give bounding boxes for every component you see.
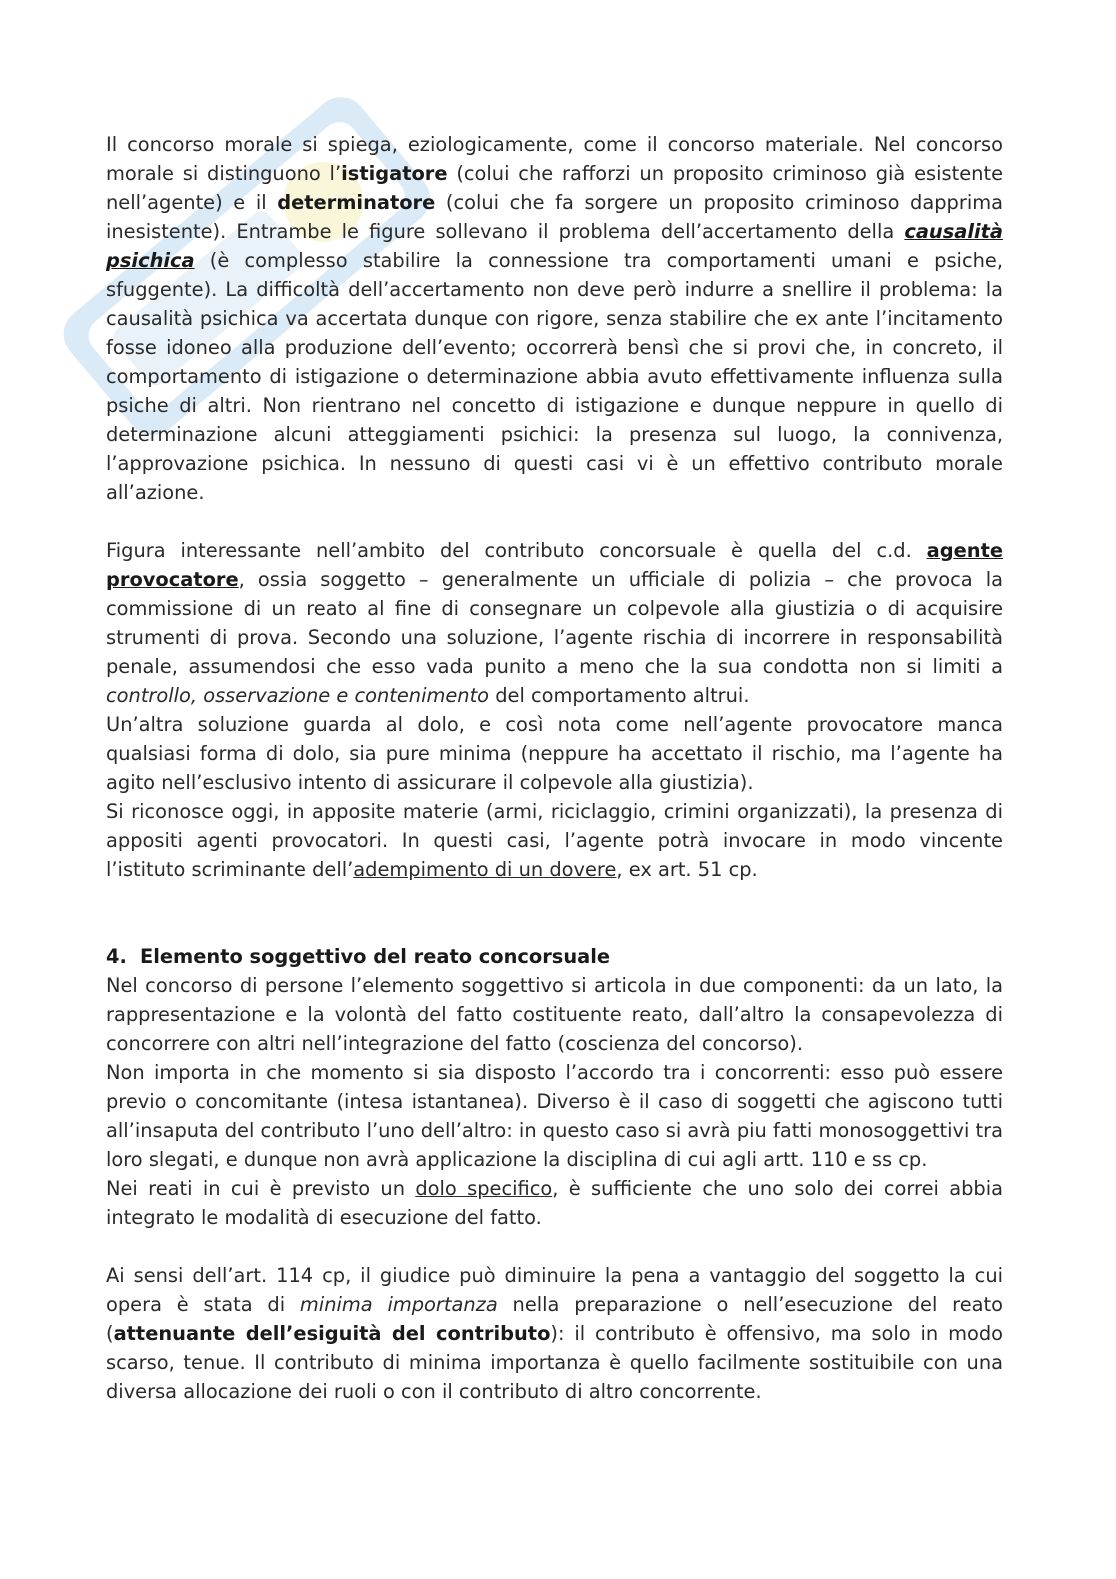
italic-controllo: controllo, osservazione e contenimento	[106, 684, 490, 707]
paragraph-elemento-soggettivo: Nel concorso di persone l’elemento soggettivo si articola in due componenti: da un lato, la rappresentazione e la volontà del fatto costituente reato, dall’altro la consapevolezza di concorrere con altri nell’integrazione del fatto (coscienza del concorso).	[106, 974, 1003, 1055]
italic-minima-importanza: minima importanza	[299, 1293, 498, 1316]
paragraph-agente-provocatore: Figura interessante nell’ambito del contributo concorsuale è quella del c.d. agente provocatore, ossia soggetto – generalmente un ufficiale di polizia – che provoca la commissione di un reato al fine di consegnare un colpevole alla giustizia o di acquisire strumenti di prova. Secondo una soluzione, l’agente rischia di incorrere in responsabilità penale, assumendosi che esso vada punito a meno che la sua condotta non si limiti a controllo, osservazione e contenimento del comportamento altrui.	[106, 539, 1003, 707]
term-adempimento-dovere: adempimento di un dovere	[353, 858, 617, 881]
paragraph-art-114: Ai sensi dell’art. 114 cp, il giudice può diminuire la pena a vantaggio del soggetto la cui opera è stata di minima importanza nella preparazione o nell’esecuzione del reato (attenuante dell’esiguità del contributo): il contributo è offensivo, ma solo in modo scarso, tenue. Il contributo di minima importanza è quello facilmente sostituibile con una diversa allocazione dei ruoli o con il contributo di altro concorrente.	[106, 1264, 1003, 1403]
term-determinatore: determinatore	[277, 191, 436, 214]
paragraph-dolo-specifico: Nei reati in cui è previsto un dolo specifico, è sufficiente che uno solo dei correi abbia integrato le modalità di esecuzione del fatto.	[106, 1177, 1004, 1229]
section-number: 4.	[106, 945, 127, 968]
section-title: Elemento soggettivo del reato concorsuale	[140, 945, 611, 968]
term-istigatore: istigatore	[341, 162, 448, 185]
section-heading	[106, 942, 1003, 971]
paragraph-agenti-provocatori: Si riconosce oggi, in apposite materie (armi, riciclaggio, crimini organizzati), la presenza di appositi agenti provocatori. In questi casi, l’agente potrà invocare in modo vincente l’istituto scriminante dell’adempimento di un dovere, ex art. 51 cp.	[106, 800, 1003, 881]
document-page	[106, 130, 1003, 1406]
paragraph-accordo: Non importa in che momento si sia disposto l’accordo tra i concorrenti: esso può essere previo o concomitante (intesa istantanea). Diverso è il caso di soggetti che agiscono tutti all’insaputa del contributo l’uno dell’altro: in questo caso si avrà piu fatti monosoggettivi tra loro slegati, e dunque non avrà applicazione la disciplina di cui agli artt. 110 e ss cp.	[106, 1061, 1003, 1171]
term-attenuante: attenuante dell’esiguità del contributo	[113, 1322, 551, 1345]
term-agente-provocatore: agente provocatore	[106, 539, 1003, 591]
paragraph-concorso-morale: Il concorso morale si spiega, eziologicamente, come il concorso materiale. Nel concorso morale si distinguono l’istigatore (colui che rafforzi un proposito criminoso già esistente nell’agente) e il determinatore (colui che fa sorgere un proposito criminoso dapprima inesistente). Entrambe le figure sollevano il problema dell’accertamento della causalità psichica (è complesso stabilire la connessione tra comportamenti umani e psiche, sfuggente). La difficoltà dell’accertamento non deve però indurre a snellire il problema: la causalità psichica va accertata dunque con rigore, senza stabilire che ex ante l’incitamento fosse idoneo alla produzione dell’evento; occorrerà bensì che si provi che, in concreto, il comportamento di istigazione o determinazione abbia avuto effettivamente influenza sulla psiche di altri. Non rientrano nel concetto di istigazione e dunque neppure in quello di determinazione alcuni atteggiamenti psichici: la presenza sul luogo, la connivenza, l’approvazione psichica. In nessuno di questi casi vi è un effettivo contributo morale all’azione.	[106, 133, 1003, 504]
term-causalita-psichica: causalità psichica	[106, 220, 1003, 272]
paragraph-altra-soluzione: Un’altra soluzione guarda al dolo, e così nota come nell’agente provocatore manca qualsiasi forma di dolo, sia pure minima (neppure ha accettato il rischio, ma l’agente ha agito nell’esclusivo intento di assicurare il colpevole alla giustizia).	[106, 713, 1003, 794]
term-dolo-specifico: dolo specifico	[415, 1177, 553, 1200]
